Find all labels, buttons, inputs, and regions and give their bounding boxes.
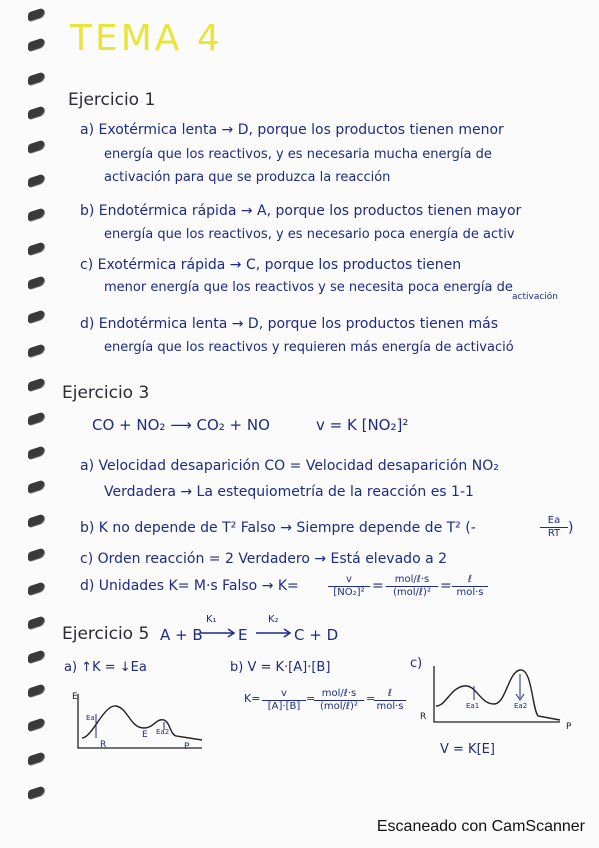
ej5-intermediate: E [238, 626, 248, 644]
ej1-b-line2: energía que los reactivos, y es necesario poca energía de activ [104, 227, 515, 242]
ej5-k2: K₂ [268, 614, 279, 625]
ej5-a-P: P [184, 742, 190, 752]
ej5-a-R: R [100, 740, 107, 750]
ej1-a-line1: a) Exotérmica lenta → D, porque los productos tienen menor [80, 122, 504, 138]
ej5-k1: K₁ [206, 614, 217, 625]
ej5-b-fraction-2: mol/ℓ·s (mol/ℓ)² [314, 688, 364, 713]
ej1-c-line3: activación [512, 292, 558, 302]
ej3-reaction: CO + NO₂ ⟶ CO₂ + NO [92, 416, 270, 434]
ej1-a-line3: activación para que se produzca la reacción [104, 170, 391, 185]
ej3-b-exponent: $\frac{Ea}{RT}$ [540, 515, 568, 540]
ej5-reactants: A + B [160, 626, 203, 644]
ej3-b-line1: b) K no depende de T² Falso → Siempre depende de T² (- [80, 520, 476, 536]
ej5-c-Ea2: Ea2 [514, 702, 528, 710]
ej5-a-Ea: Ea [86, 714, 95, 722]
ej5-b-fraction-3: ℓ mol·s [374, 688, 406, 713]
ej5-a-label: a) ↑K = ↓Ea [64, 660, 147, 675]
ej1-c-line2: menor energía que los reactivos y se necesita poca energía de [104, 280, 513, 295]
ej5-a-intermediate: E [142, 730, 148, 740]
ej3-rate-law: v = K [NO₂]² [316, 416, 409, 434]
ej5-b-fraction-1: $\frac{v}{[A]\cdot[B]}$ [262, 688, 306, 713]
ej5-heading: Ejercicio 5 [62, 624, 150, 644]
ej3-a-line1: a) Velocidad desaparición CO = Velocidad desaparición NO₂ [80, 458, 499, 474]
spiral-binding [28, 10, 50, 810]
ej5-b-label: b) V = K·[A]·[B] [230, 660, 331, 675]
ej3-b-close-paren: ) [568, 520, 574, 536]
ej1-c-line1: c) Exotérmica rápida → C, porque los productos tienen [80, 257, 462, 273]
ej5-c-energy-diagram [420, 664, 570, 734]
ej5-a-axis-E: E [72, 692, 78, 702]
ej5-b-k: K= [244, 692, 261, 705]
ej3-a-line2: Verdadera → La estequiometría de la reacción es 1-1 [104, 484, 474, 500]
ej5-c-rate: V = K[E] [440, 742, 495, 757]
ej5-c-label: c) [410, 656, 423, 671]
ej5-arrow-2 [256, 628, 296, 638]
ej3-c-line1: c) Orden reacción = 2 Verdadero → Está elevado a 2 [80, 551, 448, 567]
ej1-a-line2: energía que los reactivos, y es necesaria mucha energía de [104, 147, 492, 162]
ej1-d-line2: energía que los reactivos y requieren más energía de activació [104, 340, 514, 355]
ej3-d-fraction-2: mol/ℓ·s (mol/ℓ)² [386, 574, 438, 599]
ej3-d-fraction-1: $\frac{v}{\text{[NO₂]²}}$ [328, 574, 370, 599]
ej5-a-Ea2: Ea2 [156, 728, 170, 736]
ej1-heading: Ejercicio 1 [68, 90, 156, 110]
ej3-d-line1: d) Unidades K= M·s Falso → K= [80, 578, 299, 594]
ej1-b-line1: b) Endotérmica rápida → A, porque los productos tienen mayor [80, 203, 522, 219]
ej1-d-line1: d) Endotérmica lenta → D, porque los productos tienen más [80, 316, 499, 332]
ej5-c-R: R [420, 712, 427, 722]
ej3-d-fraction-3: ℓ mol·s [452, 574, 488, 599]
notebook-page: TEMA 4 Ejercicio 1 a) Exotérmica lenta → D, porque los productos tienen menor energía que los reactivos, y es necesaria mucha energía de activación para que se produzca la reacción b) Endotérmica rápida → A, porque los productos tienen mayor energía que los reactivos, y es necesario poca energía de activ c) Exotérmica rápida → C, porque los productos tienen menor energía que los reactivos y se necesita poca energía de activación d) Endotérmica lenta → D, porque los productos tienen más energía que los reactivos y requieren más energía de activació Ejercicio 3 CO + NO₂ ⟶ CO₂ + NO v = K [NO₂]² a) Velocidad desaparición CO = Velocidad desaparición NO₂ Verdadera → La estequiometría de la reacción es 1-1 b) K no depende de T² Falso → Siempre depende de T² (- $\frac{Ea}{RT}$ ) c) Orden reacción = 2 Verdadero → Está elevado a 2 d) Unidades K= M·s Falso → K= $\frac{v}{\text{[NO₂]²}}$ = mol/ℓ·s (mol/ℓ)² = ℓ mol·s Ejercicio 5 A + B K₁ E K₂ C + D a) ↑K = ↓Ea E Ea R E Ea2 P b) V = K·[A]·[B] K= $\frac{v}{[A]\cdot[B]}$ = mol/ℓ·s (mol/ℓ)² = ℓ mol·s c) R Ea1 Ea2 P V = K[E] Escaneado con CamScanner [0, 0, 599, 848]
ej5-c-Ea1: Ea1 [466, 702, 480, 710]
ej5-arrow-1 [200, 628, 240, 638]
scanner-watermark: Escaneado con CamScanner [376, 818, 585, 835]
ej3-heading: Ejercicio 3 [62, 383, 150, 403]
ej5-products: C + D [294, 626, 339, 644]
ej5-c-P: P [566, 722, 572, 732]
page-title: TEMA 4 [70, 18, 223, 59]
